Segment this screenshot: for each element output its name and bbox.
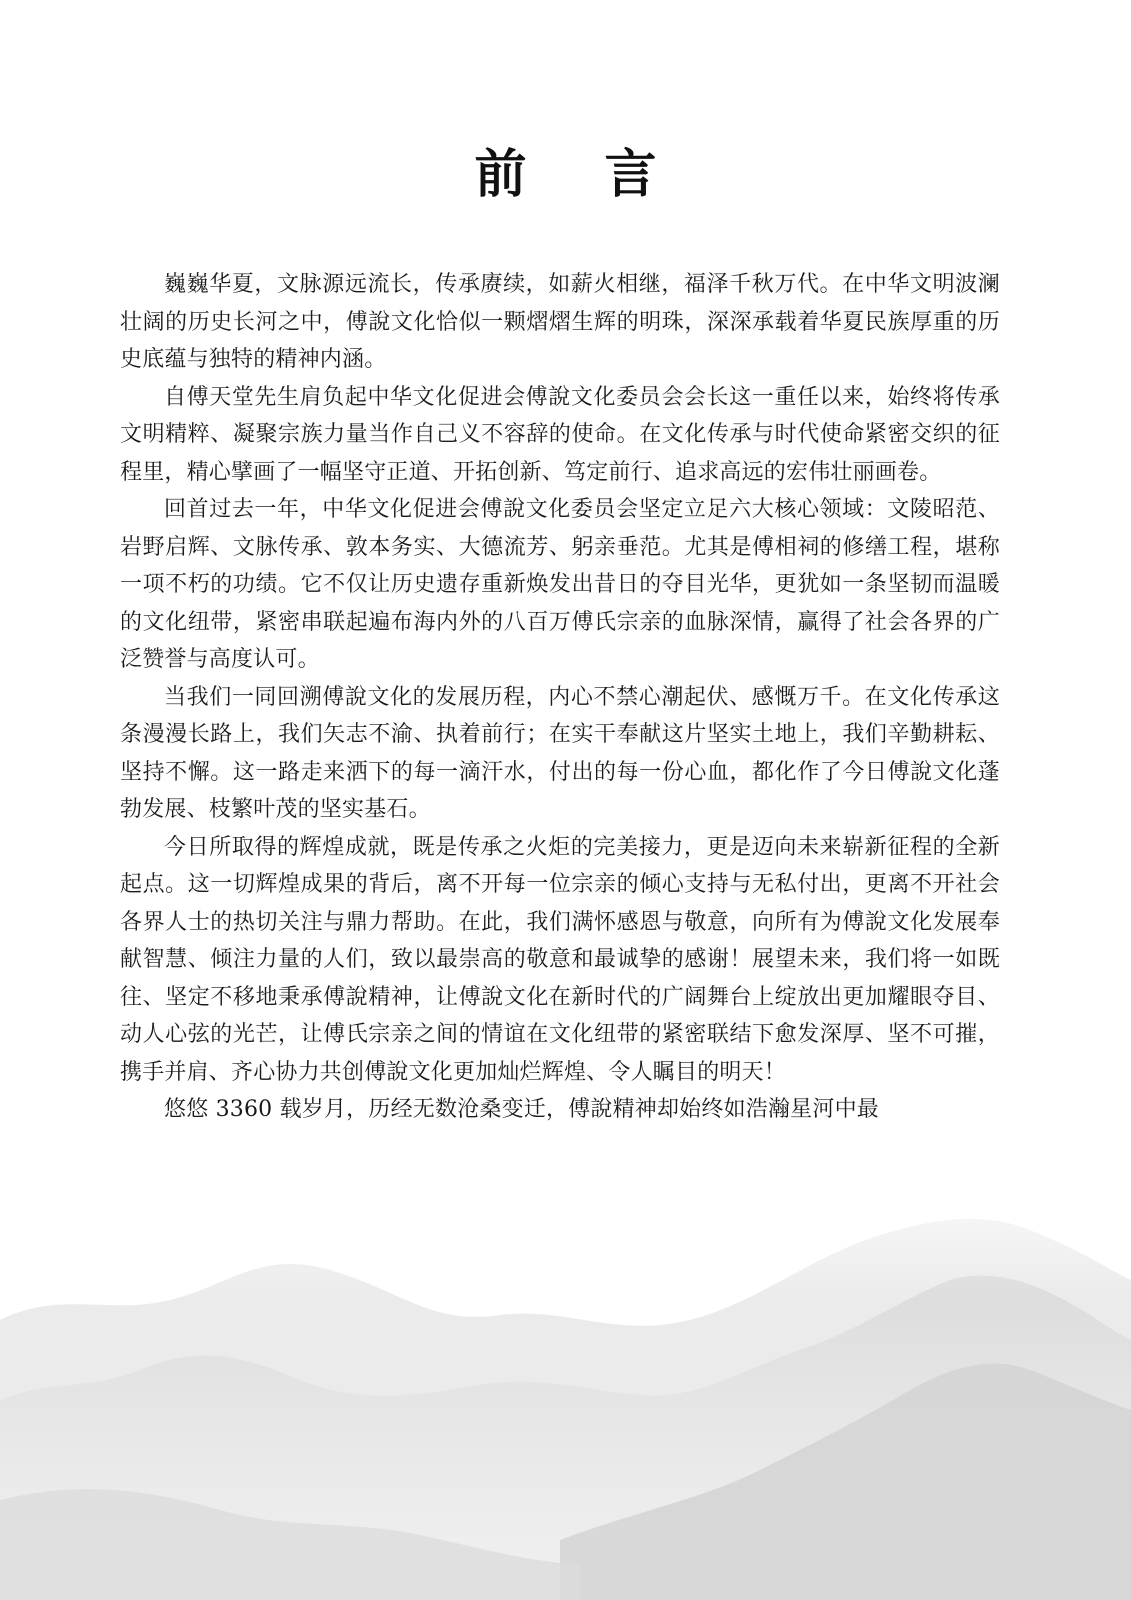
paragraph-1: 巍巍华夏，文脉源远流长，传承赓续，如薪火相继，福泽千秋万代。在中华文明波澜壮阔的历史长河之中，傅說文化恰似一颗熠熠生辉的明珠，深深承载着华夏民族厚重的历史底蕴与独特的精神内涵。: [120, 272, 1000, 372]
preface-body: [120, 266, 1000, 1129]
paragraph-2: 自傅天堂先生肩负起中华文化促进会傅說文化委员会会长这一重任以来，始终将传承文明精粹、凝聚宗族力量当作自己义不容辞的使命。在文化传承与时代使命紧密交织的征程里，精心擘画了一幅坚守正道、开拓创新、笃定前行、追求高远的宏伟壮丽画卷。: [120, 384, 1000, 485]
page-title: 前 言: [474, 144, 687, 205]
paragraph-6: 悠悠 3360 载岁月，历经无数沧桑变迁，傅說精神却始终如浩瀚星河中最: [164, 1097, 879, 1122]
paragraph-5: 今日所取得的辉煌成就，既是传承之火炬的完美接力，更是迈向未来崭新征程的全新起点。这一切辉煌成果的背后，离不开每一位宗亲的倾心支持与无私付出，更离不开社会各界人士的热切关注与鼎力帮助。在此，我们满怀感恩与敬意，向所有为傅說文化发展奉献智慧、倾注力量的人们，致以最崇高的敬意和最诚挚的感谢！展望未来，我们将一如既往、坚定不移地秉承傅說精神，让傅說文化在新时代的广阔舞台上绽放出更加耀眼夺目、动人心弦的光芒，让傅氏宗亲之间的情谊在文化纽带的紧密联结下愈发深厚、坚不可摧，携手并肩、齐心协力共创傅說文化更加灿烂辉煌、令人瞩目的明天！: [120, 834, 1000, 1085]
ink-mountain-background: [0, 1140, 1131, 1600]
paragraph-3: 回首过去一年，中华文化促进会傅說文化委员会坚定立足六大核心领域：文陵昭范、岩野启辉、文脉传承、敦本务实、大德流芳、躬亲垂范。尤其是傅相祠的修缮工程，堪称一项不朽的功绩。它不仅让历史遗存重新焕发出昔日的夺目光华，更犹如一条坚韧而温暖的文化纽带，紧密串联起遍布海内外的八百万傅氏宗亲的血脉深情，赢得了社会各界的广泛赞誉与高度认可。: [120, 497, 1000, 672]
paragraph-4: 当我们一同回溯傅說文化的发展历程，内心不禁心潮起伏、感慨万千。在文化传承这条漫漫长路上，我们矢志不渝、执着前行；在实干奉献这片坚实土地上，我们辛勤耕耘、坚持不懈。这一路走来洒下的每一滴汗水，付出的每一份心血，都化作了今日傅說文化蓬勃发展、枝繁叶茂的坚实基石。: [120, 684, 1000, 822]
